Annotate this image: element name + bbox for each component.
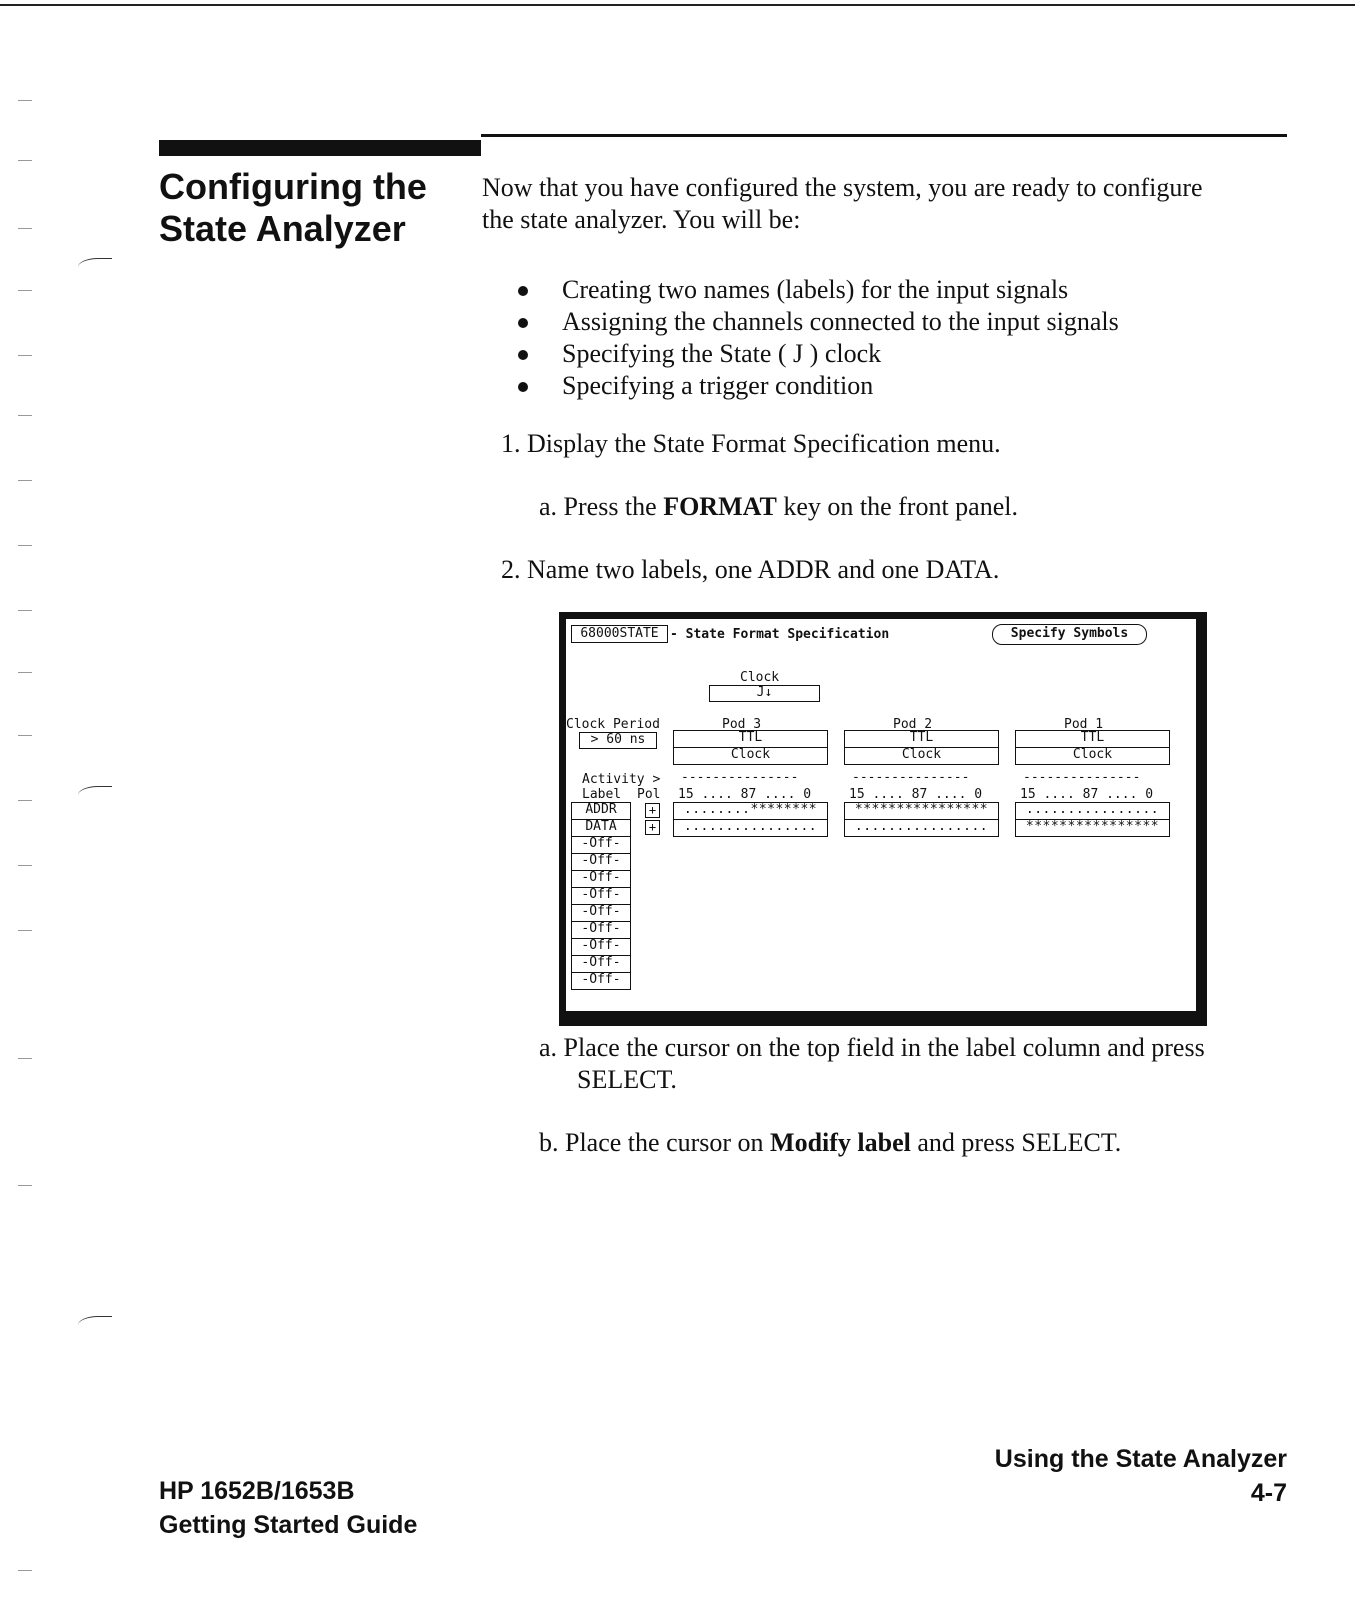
bullet-icon [518,318,528,328]
pod3-activity: --------------- [681,770,799,785]
margin-tick [18,415,32,416]
clock-period-label: Clock Period [566,717,660,732]
footer-chapter: Using the State Analyzer [994,1445,1287,1473]
list-item: Creating two names (labels) for the input signals [514,274,1119,306]
pod3-bit-range: 15 .... 87 .... 0 [678,787,812,802]
pod3-addr-channels[interactable]: ........******** [673,802,828,820]
step-2a: a. Place the cursor on the top field in the label column and press SELECT. [539,1033,1205,1094]
margin-tick [18,1570,32,1571]
label-field-off[interactable]: -Off- [571,870,631,888]
state-format-screen [559,612,1207,1026]
intro-paragraph [482,172,1203,236]
footer-product: HP 1652B/1653B [159,1477,355,1505]
pod1-bit-range: 15 .... 87 .... 0 [1020,787,1154,802]
label-field-off[interactable]: -Off- [571,921,631,939]
label-field-off[interactable]: -Off- [571,904,631,922]
pod1-label: Pod 1 [1064,717,1104,732]
section-heading-line2: State Analyzer [159,208,406,249]
label-column-header: Label [582,787,622,802]
polarity-field-addr[interactable]: + [645,803,660,818]
list-item: Specifying the State ( J ) clock [514,338,1119,370]
margin-tick [18,355,32,356]
binding-mark [78,1316,112,1331]
analyzer-name-field[interactable]: 68000STATE [571,625,668,643]
modify-label-term: Modify label [770,1128,911,1157]
binding-mark [78,258,112,273]
pod1-clock-field[interactable]: Clock [1015,748,1170,765]
label-field-addr[interactable]: ADDR [571,802,631,820]
screen-display [566,619,1196,1011]
margin-tick [18,865,32,866]
polarity-field-data[interactable]: + [645,820,660,835]
clock-label: Clock [740,670,780,685]
step-2: 2. Name two labels, one ADDR and one DATA. [501,555,1000,584]
binding-mark [78,786,112,801]
margin-tick [18,228,32,229]
intro-line1: Now that you have configured the system, you are ready to configure [482,173,1203,202]
pod2-data-channels[interactable]: ................ [844,819,999,837]
margin-tick [18,1058,32,1059]
section-bar [159,140,481,156]
pod1-threshold-field[interactable]: TTL [1015,730,1170,748]
margin-tick [18,1185,32,1186]
pod2-activity: --------------- [852,770,970,785]
label-field-off[interactable]: -Off- [571,972,631,990]
label-field-off[interactable]: -Off- [571,938,631,956]
step-1: 1. Display the State Format Specification menu. [501,429,1001,458]
top-rule [0,4,1355,6]
bullet-icon [518,350,528,360]
intro-line2: the state analyzer. You will be: [482,205,801,234]
task-bullet-list [514,274,1119,402]
bullet-icon [518,382,528,392]
pol-column-header: Pol [637,787,661,802]
label-field-off[interactable]: -Off- [571,955,631,973]
section-heading [159,166,459,250]
section-rule [481,134,1287,137]
step-1a: a. Press the FORMAT key on the front panel. [539,492,1018,521]
pod2-clock-field[interactable]: Clock [844,748,999,765]
page-number: 4-7 [1250,1479,1287,1507]
margin-tick [18,610,32,611]
footer-right [995,1442,1287,1510]
pod3-clock-field[interactable]: Clock [673,748,828,765]
step-2b: b. Place the cursor on Modify label and press SELECT. [539,1128,1122,1157]
footer-guide: Getting Started Guide [159,1511,418,1539]
specify-symbols-button[interactable]: Specify Symbols [992,624,1147,645]
pod2-threshold-field[interactable]: TTL [844,730,999,748]
pod3-label: Pod 3 [722,717,762,732]
margin-tick [18,290,32,291]
bullet-icon [518,286,528,296]
pod1-data-channels[interactable]: **************** [1015,819,1170,837]
label-field-off[interactable]: -Off- [571,836,631,854]
margin-tick [18,160,32,161]
margin-tick [18,735,32,736]
clock-period-field[interactable]: > 60 ns [579,732,657,749]
footer-left [159,1474,417,1542]
margin-tick [18,672,32,673]
label-field-off[interactable]: -Off- [571,887,631,905]
margin-tick [18,100,32,101]
margin-tick [18,480,32,481]
pod2-bit-range: 15 .... 87 .... 0 [849,787,983,802]
label-field-data[interactable]: DATA [571,819,631,837]
margin-tick [18,545,32,546]
section-heading-line1: Configuring the [159,166,427,207]
margin-tick [18,800,32,801]
pod3-threshold-field[interactable]: TTL [673,730,828,748]
menu-title: - State Format Specification [670,627,890,642]
pod1-addr-channels[interactable]: ................ [1015,802,1170,820]
activity-label: Activity > [582,772,661,787]
pod1-activity: --------------- [1023,770,1141,785]
pod3-data-channels[interactable]: ................ [673,819,828,837]
format-key-name: FORMAT [663,492,777,521]
pod2-addr-channels[interactable]: **************** [844,802,999,820]
margin-tick [18,930,32,931]
list-item: Assigning the channels connected to the input signals [514,306,1119,338]
clock-field[interactable]: J↓ [709,685,820,702]
label-field-off[interactable]: -Off- [571,853,631,871]
list-item: Specifying a trigger condition [514,370,1119,402]
pod2-label: Pod 2 [893,717,933,732]
